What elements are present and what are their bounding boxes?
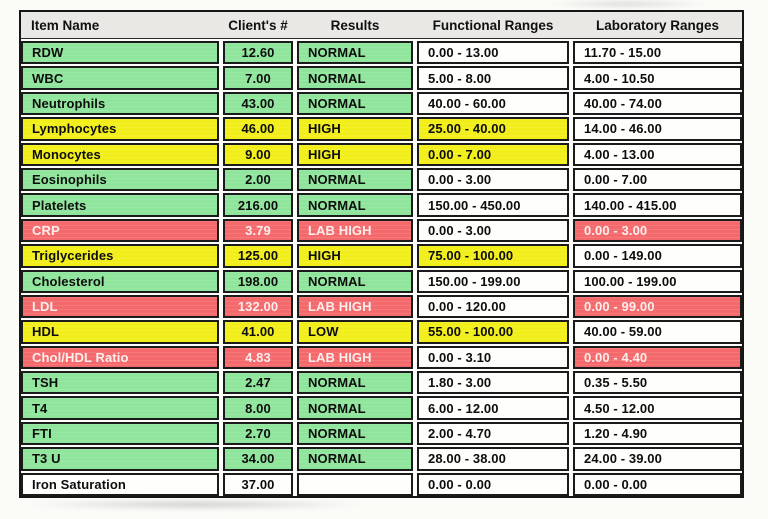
column-header-item-name: Item Name (31, 17, 100, 33)
cell-functional-range: 28.00 - 38.00 (417, 447, 569, 470)
cell-item-name: Eosinophils (21, 168, 219, 191)
cell-item-name: LDL (21, 295, 219, 318)
cell-item-name: RDW (21, 41, 219, 64)
column-header-clients-number: Client's # (228, 17, 288, 33)
scan-smudge-top (545, 0, 710, 8)
column-header-functional-ranges: Functional Ranges (432, 17, 554, 33)
cell-functional-range: 40.00 - 60.00 (417, 92, 569, 115)
cell-item-name: WBC (21, 66, 219, 89)
cell-functional-range: 0.00 - 3.10 (417, 346, 569, 369)
cell-functional-range: 150.00 - 199.00 (417, 270, 569, 293)
cell-clients-number: 3.79 (223, 219, 293, 242)
cell-functional-range: 0.00 - 3.00 (417, 219, 569, 242)
cell-functional-range: 0.00 - 3.00 (417, 168, 569, 191)
cell-laboratory-range: 40.00 - 74.00 (573, 92, 742, 115)
cell-laboratory-range: 0.00 - 0.00 (573, 473, 742, 496)
cell-functional-range: 0.00 - 13.00 (417, 41, 569, 64)
cell-item-name: CRP (21, 219, 219, 242)
cell-item-name: FTI (21, 422, 219, 445)
cell-result: HIGH (297, 244, 413, 267)
cell-result: NORMAL (297, 92, 413, 115)
cell-item-name: Neutrophils (21, 92, 219, 115)
cell-item-name: Triglycerides (21, 244, 219, 267)
cell-clients-number: 12.60 (223, 41, 293, 64)
cell-clients-number: 2.70 (223, 422, 293, 445)
cell-result: HIGH (297, 117, 413, 140)
cell-functional-range: 0.00 - 120.00 (417, 295, 569, 318)
cell-clients-number: 41.00 (223, 320, 293, 343)
cell-result: LAB HIGH (297, 346, 413, 369)
cell-functional-range: 25.00 - 40.00 (417, 117, 569, 140)
cell-result: NORMAL (297, 422, 413, 445)
cell-functional-range: 55.00 - 100.00 (417, 320, 569, 343)
cell-item-name: Chol/HDL Ratio (21, 346, 219, 369)
cell-clients-number: 2.00 (223, 168, 293, 191)
cell-clients-number: 9.00 (223, 143, 293, 166)
cell-item-name: Lymphocytes (21, 117, 219, 140)
cell-result: NORMAL (297, 371, 413, 394)
cell-functional-range: 0.00 - 0.00 (417, 473, 569, 496)
cell-clients-number: 37.00 (223, 473, 293, 496)
cell-laboratory-range: 0.00 - 149.00 (573, 244, 742, 267)
cell-result: HIGH (297, 143, 413, 166)
cell-functional-range: 150.00 - 450.00 (417, 193, 569, 216)
column-header-laboratory-ranges: Laboratory Ranges (595, 17, 720, 33)
cell-item-name: HDL (21, 320, 219, 343)
cell-item-name: TSH (21, 371, 219, 394)
cell-functional-range: 1.80 - 3.00 (417, 371, 569, 394)
cell-clients-number: 4.83 (223, 346, 293, 369)
cell-laboratory-range: 24.00 - 39.00 (573, 447, 742, 470)
cell-result: NORMAL (297, 447, 413, 470)
cell-item-name: T3 U (21, 447, 219, 470)
cell-laboratory-range: 1.20 - 4.90 (573, 422, 742, 445)
cell-laboratory-range: 140.00 - 415.00 (573, 193, 742, 216)
cell-clients-number: 46.00 (223, 117, 293, 140)
cell-result: NORMAL (297, 193, 413, 216)
lab-results-table (19, 10, 744, 498)
cell-clients-number: 34.00 (223, 447, 293, 470)
cell-laboratory-range: 4.00 - 10.50 (573, 66, 742, 89)
cell-laboratory-range: 14.00 - 46.00 (573, 117, 742, 140)
cell-laboratory-range: 4.50 - 12.00 (573, 396, 742, 419)
cell-clients-number: 8.00 (223, 396, 293, 419)
cell-functional-range: 5.00 - 8.00 (417, 66, 569, 89)
cell-item-name: Monocytes (21, 143, 219, 166)
cell-laboratory-range: 100.00 - 199.00 (573, 270, 742, 293)
scan-smudge-bottom (26, 499, 366, 510)
cell-clients-number: 2.47 (223, 371, 293, 394)
cell-result: LAB HIGH (297, 219, 413, 242)
column-header-results: Results (330, 17, 380, 33)
cell-result: NORMAL (297, 66, 413, 89)
cell-result: LOW (297, 320, 413, 343)
cell-item-name: Iron Saturation (21, 473, 219, 496)
cell-laboratory-range: 11.70 - 15.00 (573, 41, 742, 64)
cell-laboratory-range: 0.00 - 7.00 (573, 168, 742, 191)
cell-result: NORMAL (297, 41, 413, 64)
cell-item-name: Cholesterol (21, 270, 219, 293)
cell-result: NORMAL (297, 168, 413, 191)
cell-functional-range: 6.00 - 12.00 (417, 396, 569, 419)
cell-laboratory-range: 0.00 - 4.40 (573, 346, 742, 369)
cell-result: LAB HIGH (297, 295, 413, 318)
cell-result (297, 473, 413, 496)
cell-clients-number: 43.00 (223, 92, 293, 115)
cell-result: NORMAL (297, 270, 413, 293)
cell-laboratory-range: 0.00 - 99.00 (573, 295, 742, 318)
table-header-row (21, 12, 742, 39)
cell-clients-number: 198.00 (223, 270, 293, 293)
cell-result: NORMAL (297, 396, 413, 419)
cell-clients-number: 125.00 (223, 244, 293, 267)
cell-item-name: T4 (21, 396, 219, 419)
cell-laboratory-range: 4.00 - 13.00 (573, 143, 742, 166)
cell-item-name: Platelets (21, 193, 219, 216)
cell-functional-range: 0.00 - 7.00 (417, 143, 569, 166)
cell-laboratory-range: 0.00 - 3.00 (573, 219, 742, 242)
cell-functional-range: 2.00 - 4.70 (417, 422, 569, 445)
cell-laboratory-range: 40.00 - 59.00 (573, 320, 742, 343)
cell-clients-number: 216.00 (223, 193, 293, 216)
cell-clients-number: 7.00 (223, 66, 293, 89)
cell-laboratory-range: 0.35 - 5.50 (573, 371, 742, 394)
cell-functional-range: 75.00 - 100.00 (417, 244, 569, 267)
cell-clients-number: 132.00 (223, 295, 293, 318)
